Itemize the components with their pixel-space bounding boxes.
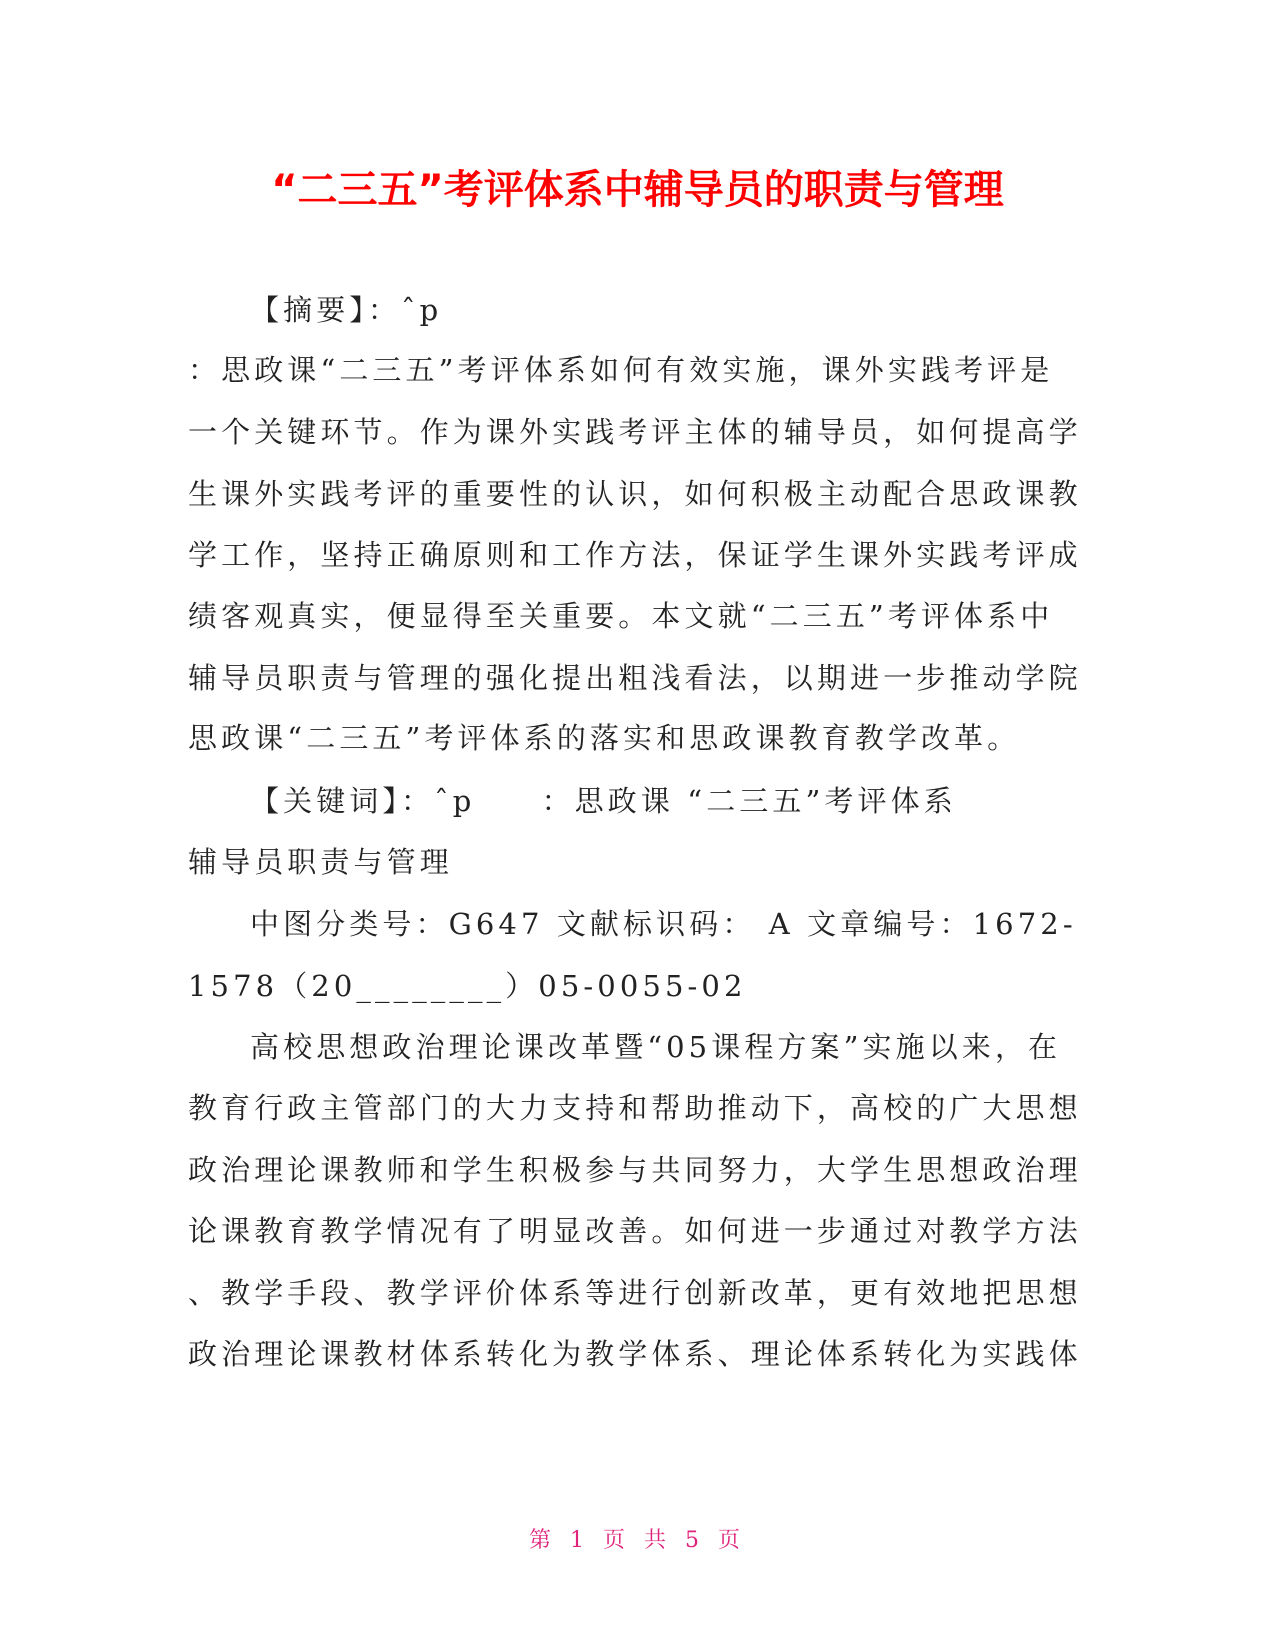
keywords-line: 【关键词】：ˆp ：思政课 “二三五”考评体系 [250,784,957,818]
page-footer: 第 1 页 共 5 页 [529,1528,746,1553]
abstract-label: 【摘要】：ˆp [250,293,443,327]
keywords-line: 辅导员职责与管理 [188,845,453,879]
body-line: 论课教育教学情况有了明显改善。如何进一步通过对教学方法 [188,1214,1082,1248]
abstract-line: 一个关键环节。作为课外实践考评主体的辅导员，如何提高学 [188,415,1082,449]
body-line: 、教学手段、教学评价体系等进行创新改革，更有效地把思想 [188,1276,1082,1310]
body-line: 教育行政主管部门的大力支持和帮助推动下，高校的广大思想 [188,1091,1082,1125]
abstract-line: 生课外实践考评的重要性的认识，如何积极主动配合思政课教 [188,477,1082,511]
body-line: 政治理论课教师和学生积极参与共同努力，大学生思想政治理 [188,1153,1082,1187]
classification-line: 中图分类号：G647 文献标识码： A 文章编号：1672- [250,907,1077,941]
abstract-line: 绩客观真实，便显得至关重要。本文就“二三五”考评体系中 [188,599,1054,633]
abstract-line: 学工作，坚持正确原则和工作方法，保证学生课外实践考评成 [188,538,1082,572]
body-line: 政治理论课教材体系转化为教学体系、理论体系转化为实践体 [188,1337,1082,1371]
body-line: 高校思想政治理论课改革暨“05课程方案”实施以来，在 [250,1030,1062,1064]
abstract-line: 辅导员职责与管理的强化提出粗浅看法，以期进一步推动学院 [188,661,1082,695]
classification-line: 1578（20________）05-0055-02 [188,969,747,1003]
abstract-line: ：思政课“二三五”考评体系如何有效实施，课外实践考评是 [188,353,1054,387]
abstract-line: 思政课“二三五”考评体系的落实和思政课教育教学改革。 [188,721,1021,755]
document-title: “二三五”考评体系中辅导员的职责与管理 [271,167,1004,213]
